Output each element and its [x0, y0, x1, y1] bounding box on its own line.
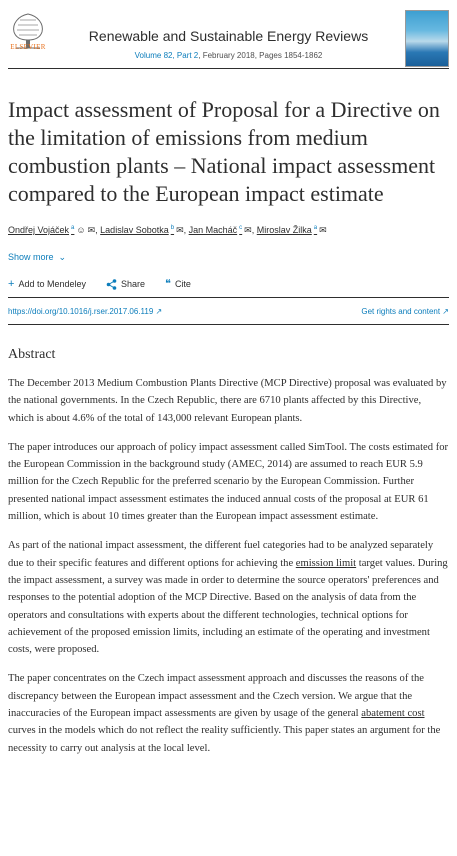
article-title: Impact assessment of Proposal for a Directive on the limitation of emissions from medium combustion plants – National impact assessment compared to the European impact estimate: [8, 97, 440, 206]
author-name: Jan Macháč: [188, 225, 238, 235]
abstract-paragraph: [8, 537, 449, 658]
quote-icon: ❝: [165, 277, 171, 290]
journal-title[interactable]: Renewable and Sustainable Energy Reviews: [88, 28, 369, 44]
abstract-heading: Abstract: [8, 347, 56, 362]
email-icon[interactable]: ✉: [176, 225, 184, 235]
volume-info: [68, 51, 389, 60]
share-icon: [106, 279, 117, 290]
volume-details: , February 2018, Pages 1854-1862: [198, 51, 323, 60]
article-page: [8, 0, 449, 757]
affiliation-marker: b: [170, 225, 175, 231]
article-actions: [8, 277, 449, 291]
email-icon[interactable]: ✉: [244, 225, 252, 235]
rights-link[interactable]: [361, 307, 449, 316]
publisher-name: ELSEVIER: [10, 43, 46, 51]
affiliation-marker: a: [71, 225, 75, 231]
volume-link[interactable]: Volume 82, Part 2: [134, 51, 199, 60]
share-button[interactable]: [106, 279, 145, 290]
affiliation-marker: a: [313, 225, 318, 231]
abstract-paragraph: The paper introduces our approach of policy impact assessment called SimTool. The costs estimated for the European Commission in the background study (AMEC, 2014) are assumed to reach EUR 5.9 million for the Czech Republic for the preferred scenario by the European Commission. Further presented national impact assessment estimates the induced annual costs of the proposal at EUR 61 million, which is about 10 times greater than the European impact assessment estimate.: [8, 441, 449, 523]
author-name: Ladislav Sobotka: [100, 225, 169, 235]
journal-header: [8, 0, 449, 69]
doi-text: https://doi.org/10.1016/j.rser.2017.06.119: [8, 306, 154, 316]
mendeley-label: Add to Mendeley: [18, 279, 86, 289]
affiliation-marker: c: [239, 225, 243, 231]
author-link[interactable]: [189, 225, 243, 235]
author-link[interactable]: [8, 225, 74, 235]
cite-label: Cite: [174, 279, 191, 289]
author-name: Miroslav Žilka: [256, 225, 312, 235]
author-name: Ondřej Vojáček: [8, 225, 70, 235]
journal-cover-image[interactable]: [405, 10, 449, 67]
paragraph-text: As part of the national impact assessment, the different fuel categories had to be analyzed separately due to their specific features and different options for achieving the: [8, 540, 434, 569]
author-separator: ,: [183, 225, 187, 235]
chevron-down-icon: ⌄: [58, 252, 67, 262]
topic-link-abatement-cost[interactable]: abatement cost: [361, 708, 425, 720]
email-icon[interactable]: ✉: [87, 225, 96, 235]
author-separator: ,: [95, 225, 98, 235]
doi-link[interactable]: [8, 307, 162, 316]
author-list: [8, 222, 449, 236]
rights-text: Get rights and content: [361, 306, 441, 316]
paragraph-text: target values. During the impact assessment, a survey was made in order to determine the source operators' preferences and responses to the potential adoption of the MCP Directive. Based on the analysis of data from the operators and consultations with experts about the different technologies, technical options for achievement of the proposed emission limits, including an estimate of the operating and investment costs, were proposed.: [8, 557, 448, 656]
show-more-label: Show more: [8, 252, 54, 262]
show-more-toggle[interactable]: [8, 252, 449, 263]
external-link-icon: ↗: [442, 306, 449, 316]
abstract-paragraph: The December 2013 Medium Combustion Plants Directive (MCP Directive) proposal was evaluated by the national governments. In the Czech Republic, there are 6710 plants affected by this Directive, which is about 4.6% of the total of 143,000 relevant European plants.: [8, 378, 447, 424]
doi-rights-bar: [8, 297, 449, 325]
share-label: Share: [120, 279, 146, 289]
paragraph-text: The paper concentrates on the Czech impact assessment approach and discusses the reasons of the discrepancy between the European impact assessment and the Czech version. We argue that the inaccuracies of the European impact assessments are given by usage of the general: [8, 673, 424, 720]
abstract-paragraph: [8, 670, 449, 756]
external-link-icon: ↗: [155, 306, 163, 316]
person-icon: ☺: [76, 225, 86, 235]
author-link[interactable]: [257, 225, 317, 235]
plus-icon: +: [8, 277, 15, 290]
topic-link-emission-limit[interactable]: emission limit: [295, 557, 357, 569]
paragraph-text: curves in the models which do not reflect the reality sufficiently. This paper states an argument for the necessity to carry out analysis at the local level.: [8, 725, 441, 754]
cite-button[interactable]: [165, 279, 191, 290]
add-to-mendeley-button[interactable]: [8, 279, 86, 290]
author-link[interactable]: [100, 225, 174, 235]
author-separator: ,: [251, 225, 255, 235]
email-icon[interactable]: ✉: [319, 225, 327, 235]
